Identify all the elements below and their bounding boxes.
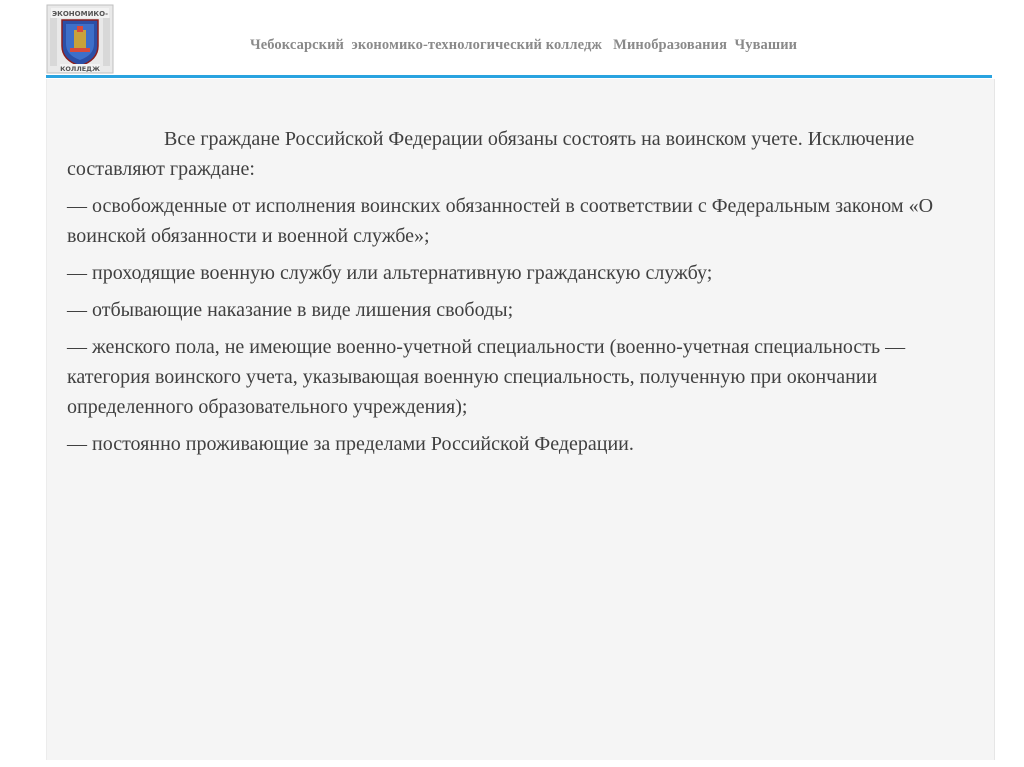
list-item: — освобожденные от исполнения воинских обязанностей в соответствии с Федеральным законом «О воинской обязанности и военной службе»;	[67, 195, 934, 247]
list-item: — женского пола, не имеющие военно-учетной специальности (военно-учетная специальность — категория воинского учета, указывающая военную специальность, полученную при окончании определенного образовательного учреждения);	[67, 336, 906, 418]
logo-text-bottom: КОЛЛЕДЖ	[60, 65, 100, 73]
slide-body	[67, 124, 967, 466]
list-item: — отбывающие наказание в виде лишения свободы;	[67, 299, 514, 321]
logo-text-top: ЭКОНОМИКО-	[51, 10, 109, 18]
college-emblem-icon	[46, 4, 114, 74]
list-item: — проходящие военную службу или альтернативную гражданскую службу;	[67, 262, 713, 284]
list-item: — постоянно проживающие за пределами Российской Федерации.	[67, 433, 634, 455]
paragraph-intro: Все граждане Российской Федерации обязаны состоять на воинском учете. Исключение составляют граждане:	[67, 128, 915, 180]
header-title: Чебоксарский экономико-технологический колледж Минобразования Чувашии	[250, 37, 798, 53]
header-divider	[46, 75, 992, 78]
